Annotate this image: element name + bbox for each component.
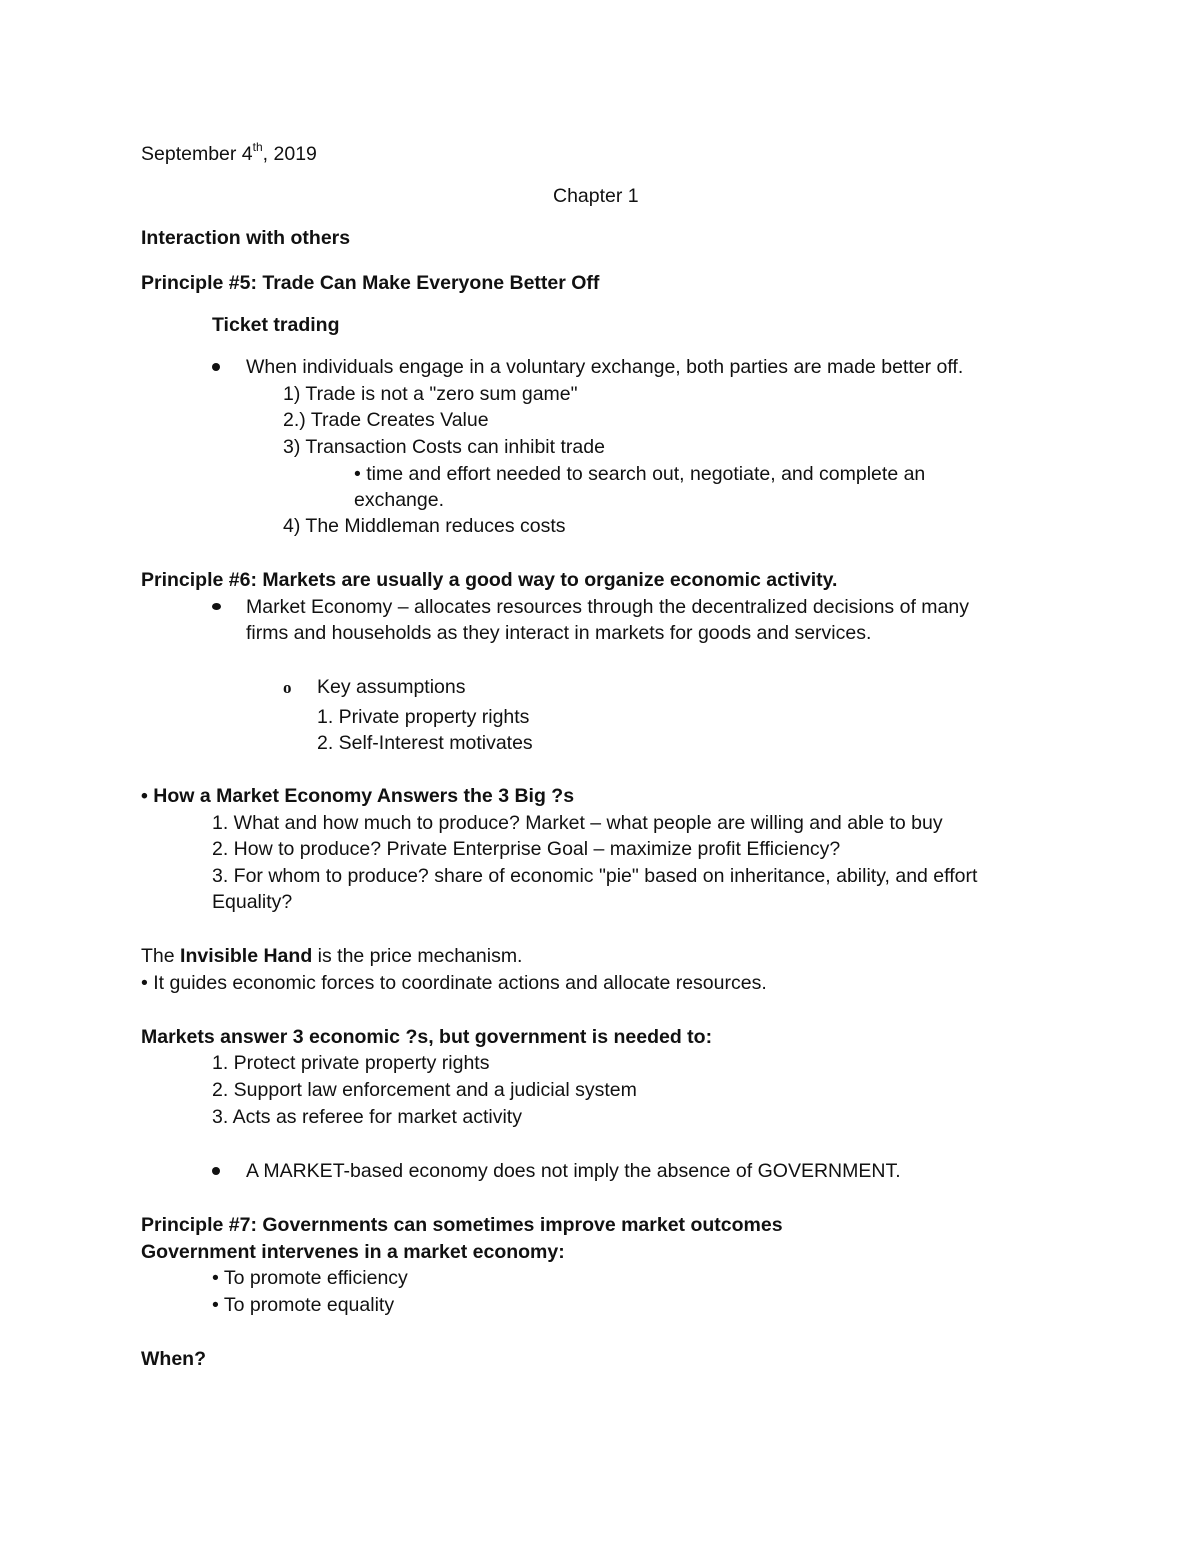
sub-bullet-marker: o <box>283 678 292 697</box>
bullet-text: When individuals engage in a voluntary exchange, both parties are made better off. <box>246 356 964 378</box>
list-item: 3. For whom to produce? share of economic "pie" based on inheritance, ability, and effort <box>212 865 978 887</box>
list-item: 1) Trade is not a "zero sum game" <box>283 383 578 405</box>
list-item: 2.) Trade Creates Value <box>283 409 489 431</box>
bullet-text: A MARKET-based economy does not imply the absence of GOVERNMENT. <box>246 1160 901 1182</box>
sub-bullet-text-continued: exchange. <box>354 489 444 511</box>
list-item: 2. Support law enforcement and a judicial system <box>212 1079 637 1101</box>
bullet-marker <box>212 603 221 610</box>
bullet-marker <box>212 363 220 371</box>
principle-5-heading: Principle #5: Trade Can Make Everyone Better Off <box>141 272 600 294</box>
list-item: 4) The Middleman reduces costs <box>283 515 566 537</box>
principle-6-heading: Principle #6: Markets are usually a good way to organize economic activity. <box>141 569 838 591</box>
invisible-hand-prefix: The <box>141 945 181 967</box>
ticket-trading-heading: Ticket trading <box>212 314 340 336</box>
list-item: 3) Transaction Costs can inhibit trade <box>283 436 605 458</box>
bullet-text: Market Economy – allocates resources through the decentralized decisions of many <box>246 596 969 618</box>
bullet-text-continued: firms and households as they interact in markets for goods and services. <box>246 622 872 644</box>
list-item: 2. Self-Interest motivates <box>317 732 533 754</box>
date-text: September 4 <box>141 143 253 165</box>
list-item: 3. Acts as referee for market activity <box>212 1106 522 1128</box>
list-item: 2. How to produce? Private Enterprise Goal – maximize profit Efficiency? <box>212 838 841 860</box>
section-heading: Interaction with others <box>141 227 351 249</box>
list-item: 1. Private property rights <box>317 706 530 728</box>
date-superscript: th <box>252 140 263 154</box>
list-item: • To promote efficiency <box>212 1267 408 1289</box>
list-item: 1. Protect private property rights <box>212 1052 490 1074</box>
key-assumptions-title: Key assumptions <box>317 676 466 698</box>
date-year: , 2019 <box>262 143 317 165</box>
invisible-hand-term: Invisible Hand <box>180 945 313 967</box>
invisible-hand-suffix: is the price mechanism. <box>312 945 523 967</box>
markets-government-heading: Markets answer 3 economic ?s, but government is needed to: <box>141 1026 713 1048</box>
market-economy-heading: • How a Market Economy Answers the 3 Big ?s <box>141 785 575 807</box>
invisible-hand-line <box>141 944 522 968</box>
government-intervenes-heading: Government intervenes in a market economy: <box>141 1241 565 1263</box>
date-line <box>141 142 317 166</box>
sub-bullet-text: • time and effort needed to search out, negotiate, and complete an <box>354 463 926 485</box>
invisible-hand-bullet: • It guides economic forces to coordinate actions and allocate resources. <box>141 972 767 994</box>
when-heading: When? <box>141 1348 206 1370</box>
bullet-marker <box>212 1167 220 1175</box>
principle-7-heading: Principle #7: Governments can sometimes improve market outcomes <box>141 1214 783 1236</box>
list-item-continued: Equality? <box>212 891 293 913</box>
list-item: 1. What and how much to produce? Market – what people are willing and able to buy <box>212 812 943 834</box>
list-item: • To promote equality <box>212 1294 395 1316</box>
chapter-title: Chapter 1 <box>553 185 639 207</box>
